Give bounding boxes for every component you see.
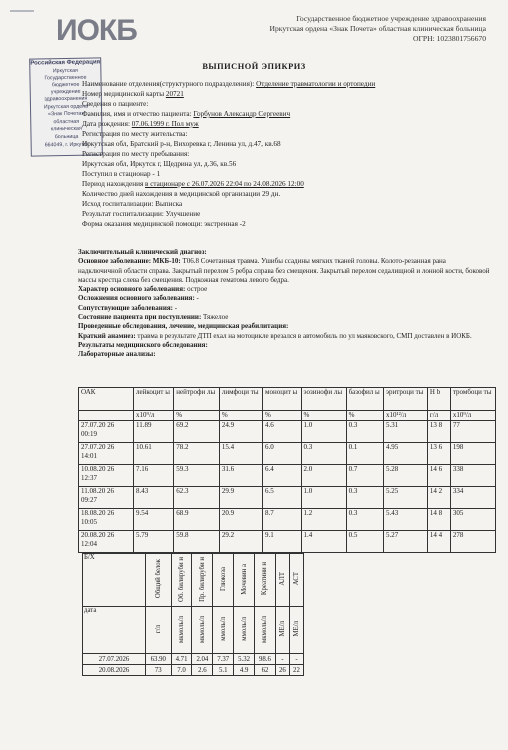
cbc-value-cell: 1.0 <box>301 487 346 509</box>
bx-value-cell: 22 <box>289 665 303 676</box>
bx-date-cell: 27.07.2026 <box>83 654 146 665</box>
hospital-stamp: Российская Федерация Иркутская Государственное бюджетное учреждение здравоохранения Иркутская ордена «Знак Почета» областная клиническая больница 664049, г. Иркутск <box>29 57 103 156</box>
main-disease: Основное заболевание: МКБ-10: Т06.8 Сочетанная травма. Ушибы ссадины мягких тканей головы. Колото-резанная рана надключичной области справа. Закрытый перелом 5 ребра справа без смещения. Закрытый перелом седалищной и лонной кости, боковой массы крестца слева без смещения. Подкожная гематома левого бедра. <box>78 257 490 284</box>
cbc-value-cell: 69.2 <box>174 421 220 443</box>
bx-header: АСТ <box>289 554 303 607</box>
cbc-date-cell: 18.08.20 26 10:05 <box>79 509 134 531</box>
bx-header: Об. билируби н <box>171 554 192 607</box>
bx-value-cell: 98.6 <box>255 654 276 665</box>
cbc-value-cell: 5.31 <box>383 421 427 443</box>
cbc-header: эритроци ты <box>383 388 427 411</box>
disease-character: Характер основного заболевания: острое <box>78 285 208 294</box>
diagnosis-block <box>78 248 490 360</box>
cbc-value-cell: 20.9 <box>219 509 262 531</box>
card-number-value: 20721 <box>165 90 184 98</box>
cbc-value-cell: 59.3 <box>174 465 220 487</box>
bx-header: Пр. билируби н <box>192 554 213 607</box>
corner-mark <box>10 10 34 12</box>
cbc-unit: % <box>219 411 262 421</box>
care-form: Форма оказания медицинской помощи: экстренная -2 <box>82 220 246 228</box>
cbc-header: Н b <box>427 388 450 411</box>
department-line: Наименование отделения(структурного подразделения): Отделение травматологии и ортопедии <box>82 80 376 88</box>
cbc-header: эозинофи лы <box>301 388 346 411</box>
cbc-row <box>79 443 496 465</box>
cbc-table <box>78 387 496 553</box>
cbc-header: лимфоци ты <box>219 388 262 411</box>
admission-state: Состояние пациента при поступлении: Тяжелое <box>78 313 229 322</box>
cbc-header: моноцит ы <box>263 388 302 411</box>
cbc-unit: % <box>263 411 302 421</box>
bx-value-cell: 7.0 <box>171 665 192 676</box>
cbc-value-cell: 15.4 <box>219 443 262 465</box>
results-heading: Результаты медицинского обследования: <box>78 340 208 349</box>
bx-unit: мкмоль/л <box>192 607 213 654</box>
cbc-unit: х10¹²/л <box>383 411 427 421</box>
cbc-units-row <box>79 411 496 421</box>
bx-header: Креатини н <box>255 554 276 607</box>
cbc-value-cell: 13 8 <box>427 421 450 443</box>
cbc-unit <box>79 411 134 421</box>
cbc-value-cell: 2.0 <box>301 465 346 487</box>
days-count: Количество дней нахождения в медицинской организации 29 дн. <box>82 190 281 198</box>
cbc-value-cell: 77 <box>450 421 495 443</box>
inst-line-2: Иркутская ордена «Знак Почета» областная клиническая больница <box>269 24 486 33</box>
cbc-value-cell: 14 2 <box>427 487 450 509</box>
cbc-value-cell: 1.4 <box>301 531 346 553</box>
cbc-row <box>79 465 496 487</box>
cbc-value-cell: 24.9 <box>219 421 262 443</box>
bx-value-cell: - <box>275 654 289 665</box>
cbc-value-cell: 0.7 <box>346 465 383 487</box>
cbc-value-cell: 9.54 <box>134 509 174 531</box>
dob-line: Дата рождения: 07.06.1999 г. Пол муж <box>82 120 199 128</box>
labs-heading: Лабораторные анализы: <box>78 350 156 359</box>
stay-value: Иркутская обл, Иркутск г, Щедрина ул, д.36, кв.56 <box>82 160 237 168</box>
department-value: Отделение травматологии и ортопедии <box>256 80 376 88</box>
bx-header: Мочевин а <box>234 554 255 607</box>
cbc-header: нейтрофи лы <box>174 388 220 411</box>
bx-header: Глюкоза <box>213 554 234 607</box>
cbc-value-cell: 338 <box>450 465 495 487</box>
bx-row-label: дата <box>83 607 146 654</box>
procedures-heading: Проведенные обследования, лечение, медицинская реабилитация: <box>78 322 289 331</box>
cbc-date-cell: 11.08.20 26 09:27 <box>79 487 134 509</box>
cbc-header: ОАК <box>79 388 134 411</box>
bx-value-cell: 5.32 <box>234 654 255 665</box>
cbc-value-cell: 4.6 <box>263 421 302 443</box>
bx-value-cell: 2.04 <box>192 654 213 665</box>
admission-count: Поступил в стационар - 1 <box>82 170 161 178</box>
cbc-value-cell: 6.0 <box>263 443 302 465</box>
cbc-value-cell: 11.89 <box>134 421 174 443</box>
card-number-line: Номер медицинской карты 20721 <box>82 90 184 98</box>
result: Результат госпитализации: Улучшение <box>82 210 201 218</box>
cbc-unit: % <box>174 411 220 421</box>
bx-value-cell: 7.37 <box>213 654 234 665</box>
cbc-value-cell: 6.5 <box>263 487 302 509</box>
bx-value-cell: 5.1 <box>213 665 234 676</box>
cbc-value-cell: 4.95 <box>383 443 427 465</box>
cbc-row <box>79 487 496 509</box>
cbc-value-cell: 305 <box>450 509 495 531</box>
bx-header: Б/Х <box>83 554 146 607</box>
bx-header: Общий белок <box>146 554 172 607</box>
bx-header-row <box>83 554 304 607</box>
bx-value-cell: 2.6 <box>192 665 213 676</box>
bx-unit: мкмоль/л <box>255 607 276 654</box>
cbc-value-cell: 5.28 <box>383 465 427 487</box>
patient-name-line: Фамилия, имя и отчество пациента: Горбунов Александр Сергеевич <box>82 110 291 118</box>
cbc-unit: % <box>301 411 346 421</box>
cbc-value-cell: 7.16 <box>134 465 174 487</box>
cbc-value-cell: 10.61 <box>134 443 174 465</box>
complications: Осложнения основного заболевания: - <box>78 294 199 303</box>
hospital-logo: ИОКБ <box>56 14 137 47</box>
cbc-value-cell: 14 6 <box>427 465 450 487</box>
cbc-value-cell: 8.7 <box>263 509 302 531</box>
cbc-row <box>79 531 496 553</box>
stay-label: Регистрация по месту пребывания: <box>82 150 190 158</box>
cbc-value-cell: 5.27 <box>383 531 427 553</box>
cbc-value-cell: 0.5 <box>346 531 383 553</box>
bx-unit: г/л <box>146 607 172 654</box>
cbc-value-cell: 5.43 <box>383 509 427 531</box>
dob-value: 07.06.1999 г. Пол муж <box>131 120 199 128</box>
diagnosis-heading: Заключительный клинический диагноз: <box>78 248 207 256</box>
cbc-value-cell: 5.25 <box>383 487 427 509</box>
cbc-value-cell: 29.2 <box>219 531 262 553</box>
cbc-value-cell: 62.3 <box>174 487 220 509</box>
cbc-header: лейкоцит ы <box>134 388 174 411</box>
cbc-value-cell: 5.79 <box>134 531 174 553</box>
cbc-value-cell: 59.8 <box>174 531 220 553</box>
cbc-date-cell: 27.07.20 26 00:19 <box>79 421 134 443</box>
bx-unit: МЕ/л <box>275 607 289 654</box>
outcome: Исход госпитализации: Выписка <box>82 200 183 208</box>
cbc-value-cell: 0.3 <box>346 487 383 509</box>
residence-value: Иркутская обл, Братский р-н, Вихоревка г, Ленина ул, д.47, кв.68 <box>82 140 281 148</box>
institution-header <box>270 14 487 44</box>
inst-line-3: ОГРН: 1023801756670 <box>413 34 486 43</box>
anamnesis: Краткий анамнез: травма в результате ДТП ехал на мотоцикле врезался в автомобиль по ул маяковского, СМП доставлен в ИОКБ. <box>78 331 472 340</box>
inst-line-1: Государственное бюджетное учреждение здравоохранения <box>296 14 486 23</box>
biochemistry-table <box>82 553 304 676</box>
cbc-value-cell: 8.43 <box>134 487 174 509</box>
cbc-value-cell: 0.3 <box>346 509 383 531</box>
cbc-value-cell: 29.9 <box>219 487 262 509</box>
patient-info-label: Сведения о пациенте: <box>82 100 149 108</box>
cbc-value-cell: 9.1 <box>263 531 302 553</box>
bx-value-cell: - <box>289 654 303 665</box>
bx-value-cell: 4.71 <box>171 654 192 665</box>
cbc-row <box>79 421 496 443</box>
cbc-unit: г/л <box>427 411 450 421</box>
document-title: ВЫПИСНОЙ ЭПИКРИЗ <box>202 62 306 71</box>
bx-row <box>83 654 304 665</box>
bx-value-cell: 4.9 <box>234 665 255 676</box>
cbc-row <box>79 509 496 531</box>
cbc-date-cell: 20.08.20 26 12:04 <box>79 531 134 553</box>
cbc-value-cell: 14 8 <box>427 509 450 531</box>
bx-value-cell: 26 <box>275 665 289 676</box>
bx-unit: мкмоль/л <box>171 607 192 654</box>
cbc-header: базофил ы <box>346 388 383 411</box>
cbc-value-cell: 31.6 <box>219 465 262 487</box>
cbc-date-cell: 10.08.20 26 12:37 <box>79 465 134 487</box>
cbc-value-cell: 14 4 <box>427 531 450 553</box>
cbc-date-cell: 27.07.20 26 14:01 <box>79 443 134 465</box>
cbc-unit: х10⁹/л <box>134 411 174 421</box>
cbc-value-cell: 1.0 <box>301 421 346 443</box>
cbc-value-cell: 0.1 <box>346 443 383 465</box>
bx-date-cell: 20.08.2026 <box>83 665 146 676</box>
cbc-value-cell: 13 6 <box>427 443 450 465</box>
cbc-value-cell: 0.3 <box>346 421 383 443</box>
patient-name-value: Горбунов Александр Сергеевич <box>193 110 291 118</box>
cbc-value-cell: 78.2 <box>174 443 220 465</box>
cbc-header: тромбоци ты <box>450 388 495 411</box>
bx-row <box>83 665 304 676</box>
cbc-header-row <box>79 388 496 411</box>
cbc-value-cell: 68.9 <box>174 509 220 531</box>
residence-label: Регистрация по месту жительства: <box>82 130 188 138</box>
cbc-value-cell: 1.2 <box>301 509 346 531</box>
bx-value-cell: 73 <box>146 665 172 676</box>
bx-unit: ммоль/л <box>234 607 255 654</box>
bx-value-cell: 62 <box>255 665 276 676</box>
cbc-value-cell: 198 <box>450 443 495 465</box>
bx-units-row <box>83 607 304 654</box>
cbc-unit: % <box>346 411 383 421</box>
concomitant: Сопутствующие заболевания: - <box>78 303 178 312</box>
cbc-value-cell: 0.3 <box>301 443 346 465</box>
cbc-value-cell: 334 <box>450 487 495 509</box>
cbc-value-cell: 6.4 <box>263 465 302 487</box>
bx-header: АЛТ <box>275 554 289 607</box>
bx-unit: МЕ/л <box>289 607 303 654</box>
period-value: в стационаре с 26.07.2026 22:04 по 24.08.2026 12:00 <box>145 180 304 188</box>
period-line: Период нахождения в стационаре с 26.07.2026 22:04 по 24.08.2026 12:00 <box>82 180 304 188</box>
bx-value-cell: 63.90 <box>146 654 172 665</box>
cbc-unit: х10⁹/л <box>450 411 495 421</box>
cbc-value-cell: 278 <box>450 531 495 553</box>
bx-unit: ммоль/л <box>213 607 234 654</box>
